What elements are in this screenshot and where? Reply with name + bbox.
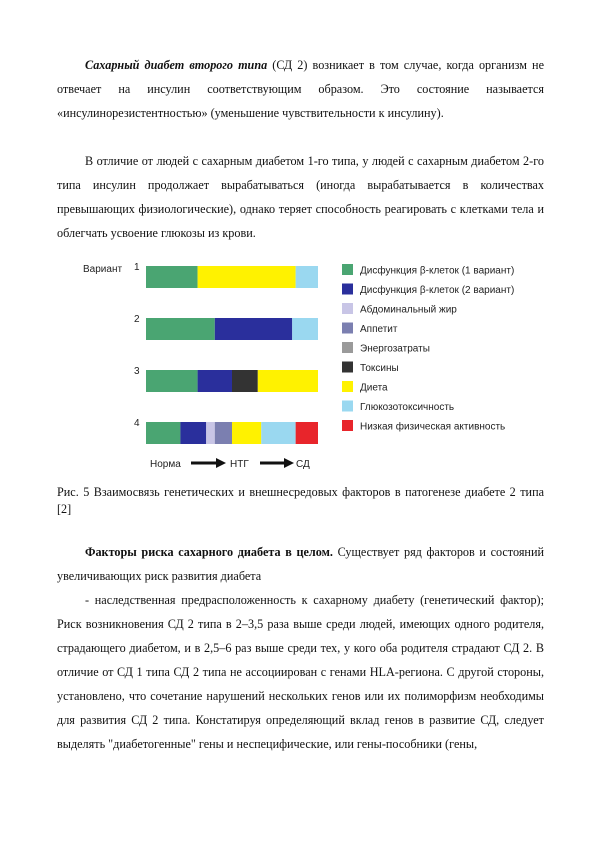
variant-number-3: 3 xyxy=(134,366,140,377)
bar-segment-4-6 xyxy=(261,422,295,444)
bar-segment-3-2 xyxy=(198,370,232,392)
legend-label-6: Токсины xyxy=(360,363,399,374)
legend-swatch-7 xyxy=(342,381,353,392)
legend-swatch-8 xyxy=(342,401,353,412)
legend-label-5: Энергозатраты xyxy=(360,343,430,355)
legend-swatch-6 xyxy=(342,362,353,373)
bar-segment-3-1 xyxy=(146,370,198,392)
heading-risk-factors: Факторы риска сахарного диабета в целом. xyxy=(85,545,333,559)
legend-swatch-2 xyxy=(342,284,353,295)
legend-label-4: Аппетит xyxy=(360,324,398,335)
legend-label-9: Низкая физическая активность xyxy=(360,421,506,433)
paragraph-risk-factors-text: Существует ряд факторов и состояний увеличивающих риск развития диабета xyxy=(57,545,544,583)
figure-chart xyxy=(0,252,594,482)
paragraph-sd2-comparison xyxy=(57,149,544,245)
legend-swatch-3 xyxy=(342,303,353,314)
paragraph-sd2-definition xyxy=(57,53,544,125)
bar-segment-1-3 xyxy=(296,266,318,288)
variant-number-1: 1 xyxy=(134,262,140,273)
bar-segment-3-3 xyxy=(232,370,258,392)
bar-segment-1-1 xyxy=(146,266,198,288)
paragraph-sd2-comparison-text: В отличие от людей с сахарным диабетом 1-го типа, у людей с сахарным диабетом 2-го типа инсулин продолжает вырабатываться (иногда вырабатывается в количествах превышающих физиологические), однако теряет способность реагировать с клетками тела и облегчать усвоение глюкозы из крови. xyxy=(57,154,544,240)
progression-axis xyxy=(150,458,310,470)
paragraph-heredity xyxy=(57,588,544,756)
bar-segment-2-1 xyxy=(146,318,215,340)
bar-segment-4-4 xyxy=(215,422,232,444)
bar-segment-4-5 xyxy=(232,422,261,444)
bar-segment-4-2 xyxy=(180,422,206,444)
legend-label-2: Дисфункция β-клеток (2 вариант) xyxy=(360,285,515,296)
axis-label-norm: Норма xyxy=(150,459,181,470)
bar-segment-1-2 xyxy=(198,266,296,288)
bar-segment-3-4 xyxy=(258,370,318,392)
legend-swatch-5 xyxy=(342,342,353,353)
bar-segment-2-3 xyxy=(292,318,318,340)
term-sd2: Сахарный диабет второго типа xyxy=(85,58,268,72)
legend-swatch-9 xyxy=(342,420,353,431)
bar-segment-2-2 xyxy=(215,318,292,340)
arrow-icon xyxy=(260,458,294,468)
legend-label-7: Диета xyxy=(360,382,388,394)
legend-label-8: Глюкозотоксичность xyxy=(360,402,455,413)
legend-label-1: Дисфункция β-клеток (1 вариант) xyxy=(360,265,515,277)
figure-caption: Рис. 5 Взаимосвязь генетических и внешнесредовых факторов в патогенезе диабете 2 типа [2] xyxy=(57,485,544,516)
axis-label-ntg: НТГ xyxy=(230,459,249,470)
paragraph-sd2-text: (СД 2) возникает в том случае, когда организм не отвечает на инсулин соответствующим образом. Это состояние называется «инсулинорезистентностью» (уменьшение чувствительности к инсулину). xyxy=(57,58,544,120)
legend-swatch-1 xyxy=(342,264,353,275)
bar-segment-4-1 xyxy=(146,422,180,444)
axis-label-sd: СД xyxy=(296,459,310,470)
variant-number-4: 4 xyxy=(134,418,140,429)
bar-segment-4-3 xyxy=(206,422,215,444)
paragraph-heredity-text: - наследственная предрасположенность к сахарному диабету (генетический фактор); Риск возникновения СД 2 типа в 2–3,5 раза выше среди людей, имеющих одного родителя, страдающего диабетом, и в 2,5–6 раз выше среди тех, у кого оба родителя страдают СД 2. В отличие от СД 1 типа СД 2 типа не ассоциирован с генами HLA-региона. С другой стороны, установлено, что сочетание нарушений нескольких генов или их полиморфизм необходимы для развития СД 2 типа. Констатируя определяющий вклад генов в развитие СД, следует выделять "диабетогенные" гены и неспецифические, или гены-пособники (гены, xyxy=(57,593,544,751)
variant-number-2: 2 xyxy=(134,314,140,325)
legend-label-3: Абдоминальный жир xyxy=(360,304,457,316)
arrow-icon xyxy=(191,458,226,468)
variant-label: Вариант xyxy=(83,264,123,275)
paragraph-risk-factors xyxy=(57,540,544,588)
bar-segment-4-7 xyxy=(296,422,318,444)
legend-swatch-4 xyxy=(342,323,353,334)
